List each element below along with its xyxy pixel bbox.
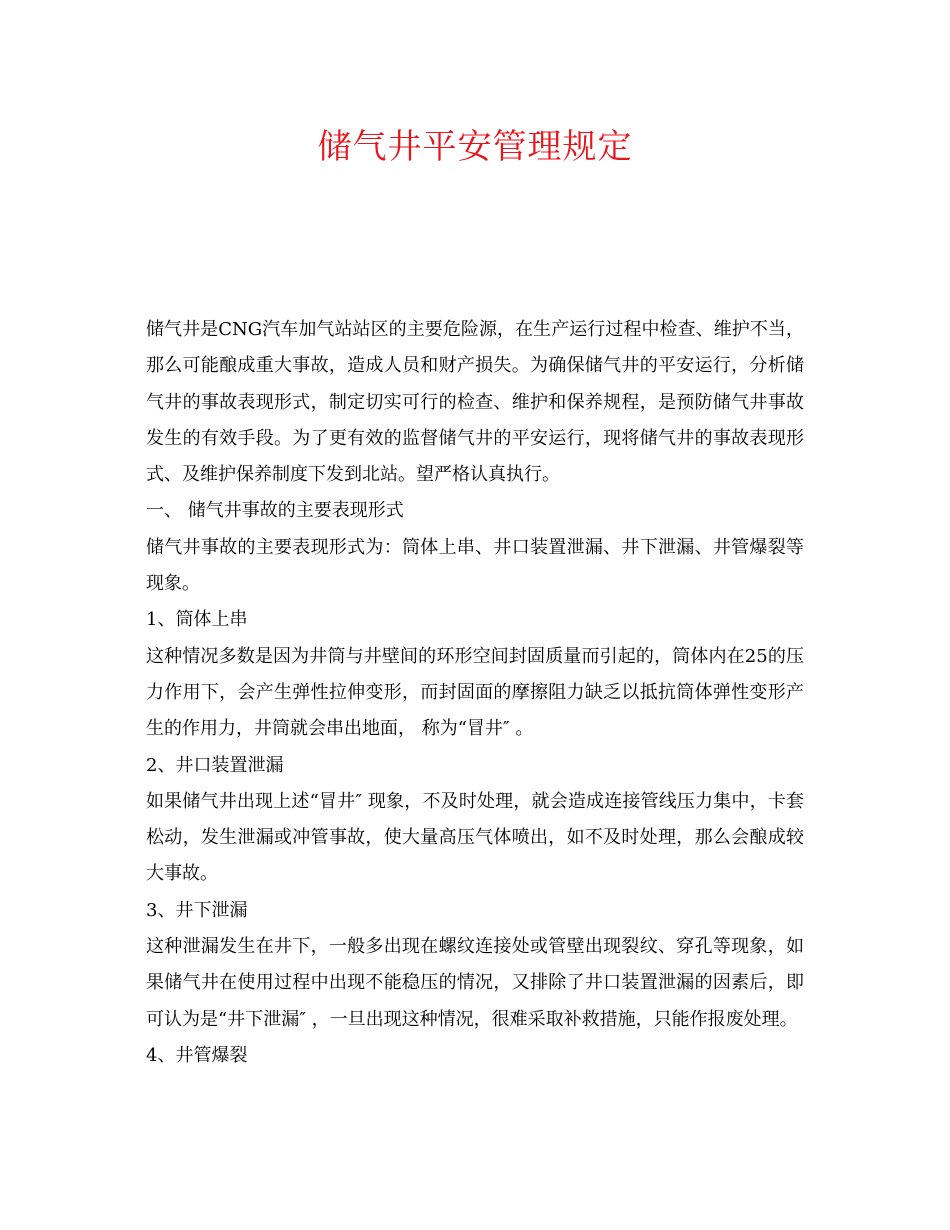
body-paragraph: 这种情况多数是因为井筒与井壁间的环形空间封固质量而引起的，筒体内在25的压力作用下，会产生弹性拉伸变形，而封固面的摩擦阻力缺乏以抵抗筒体弹性变形产生的作用力，井筒就会串出地面， 称为“冒井″ 。 <box>146 645 804 740</box>
subsection-heading: 2、井口装置泄漏 <box>146 754 284 776</box>
document-title: 储气井平安管理规定 <box>317 127 633 167</box>
subsection-heading: 4、井管爆裂 <box>146 1044 248 1066</box>
subsection-heading: 3、井下泄漏 <box>146 899 248 921</box>
body-paragraph: 如果储气井出现上述“冒井″ 现象，不及时处理，就会造成连接管线压力集中，卡套松动，发生泄漏或冲管事故，使大量高压气体喷出，如不及时处理，那么会酿成较大事故。 <box>146 790 804 885</box>
intro-paragraph: 储气井是CNG汽车加气站站区的主要危险源，在生产运行过程中检查、维护不当，那么可能酿成重大事故，造成人员和财产损失。为确保储气井的平安运行，分析储气井的事故表现形式，制定切实可行的检查、维护和保养规程，是预防储气井事故发生的有效手段。为了更有效的监督储气井的平安运行，现将储气井的事故表现形式、及维护保养制度下发到北站。望严格认真执行。 <box>146 319 804 486</box>
section-heading: 一、 储气井事故的主要表现形式 <box>146 500 404 522</box>
body-paragraph: 这种泄漏发生在井下，一般多出现在螺纹连接处或管壁出现裂纹、穿孔等现象，如果储气井在使用过程中出现不能稳压的情况，又排除了井口装置泄漏的因素后，即可认为是“井下泄漏″ ，一旦出现这种情况，很难采取补救措施，只能作报废处理。 <box>146 936 804 1030</box>
subsection-heading: 1、筒体上串 <box>146 609 248 631</box>
body-paragraph: 储气井事故的主要表现形式为：筒体上串、井口装置泄漏、井下泄漏、井管爆裂等现象。 <box>146 536 804 595</box>
document-body <box>146 312 804 1074</box>
